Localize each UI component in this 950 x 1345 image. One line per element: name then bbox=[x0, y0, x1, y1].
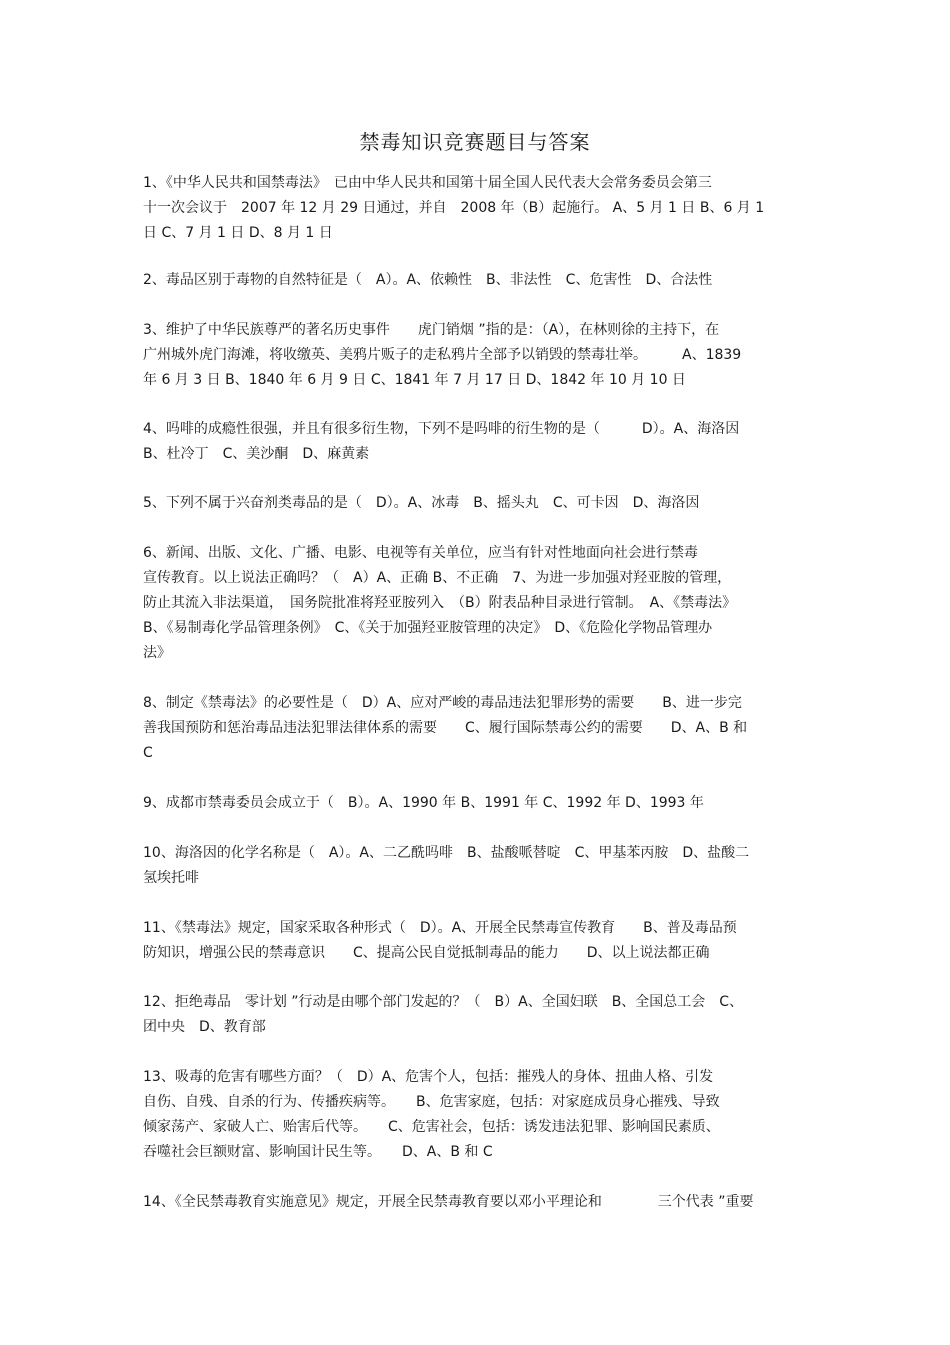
question-text-line: 防止其流入非法渠道， 国务院批准将羟亚胺列入 （B）附表品种目录进行管制。 A、《禁毒法》 bbox=[143, 595, 737, 611]
question-text-line: 10、海洛因的化学名称是（ A）。A、二乙酰吗啡 B、盐酸哌替啶 C、甲基苯丙胺 D、盐酸二 bbox=[143, 845, 750, 861]
question-text-line: 2、毒品区别于毒物的自然特征是（ A）。A、依赖性 B、非法性 C、危害性 D、合法性 bbox=[143, 272, 713, 288]
question-text-line: 13、吸毒的危害有哪些方面？（ D）A、危害个人，包括：摧残人的身体、扭曲人格、引发 bbox=[143, 1069, 714, 1085]
question-text-line: 9、成都市禁毒委员会成立于（ B）。A、1990 年 B、1991 年 C、1992 年 D、1993 年 bbox=[143, 795, 704, 811]
question-9 bbox=[143, 791, 808, 816]
question-text-line: C bbox=[143, 745, 153, 761]
question-text-line: 14、《全民禁毒教育实施意见》规定，开展全民禁毒教育要以邓小平理论和 三个代表 ”重要 bbox=[143, 1194, 754, 1210]
question-text-line: 自伤、自残、自杀的行为、传播疾病等。 B、危害家庭，包括：对家庭成员身心摧残、导致 bbox=[143, 1094, 720, 1110]
question-text-line: 1、《中华人民共和国禁毒法》 已由中华人民共和国第十届全国人民代表大会常务委员会第三 bbox=[143, 175, 712, 191]
question-text-line: 年 6 月 3 日 B、1840 年 6 月 9 日 C、1841 年 7 月 17 日 D、1842 年 10 月 10 日 bbox=[143, 372, 686, 388]
question-text-line: 6、新闻、出版、文化、广播、电影、电视等有关单位，应当有针对性地面向社会进行禁毒 bbox=[143, 545, 698, 561]
question-text-line: 防知识，增强公民的禁毒意识 C、提高公民自觉抵制毒品的能力 D、以上说法都正确 bbox=[143, 945, 710, 961]
question-11 bbox=[143, 916, 808, 966]
question-2 bbox=[143, 268, 808, 293]
question-text-line: 广州城外虎门海滩，将收缴英、美鸦片贩子的走私鸦片全部予以销毁的禁毒壮举。 A、1839 bbox=[143, 347, 742, 363]
question-3 bbox=[143, 318, 808, 393]
question-text-line: 日 C、7 月 1 日 D、8 月 1 日 bbox=[143, 225, 333, 241]
question-13 bbox=[143, 1065, 808, 1165]
question-1 bbox=[143, 171, 808, 246]
question-text-line: 宣传教育。以上说法正确吗？（ A）A、正确 B、不正确 7、为进一步加强对羟亚胺的管理， bbox=[143, 570, 732, 586]
question-text-line: 团中央 D、教育部 bbox=[143, 1019, 266, 1035]
question-text-line: B、杜冷丁 C、美沙酮 D、麻黄素 bbox=[143, 446, 370, 462]
question-14 bbox=[143, 1190, 808, 1215]
question-text-line: 12、拒绝毒品 零计划 ”行动是由哪个部门发起的？（ B）A、全国妇联 B、全国总工会 C、 bbox=[143, 994, 744, 1010]
question-text-line: 善我国预防和惩治毒品违法犯罪法律体系的需要 C、履行国际禁毒公约的需要 D、A、B 和 bbox=[143, 720, 748, 736]
question-12 bbox=[143, 990, 808, 1040]
question-text-line: 倾家荡产、家破人亡、贻害后代等。 C、危害社会，包括：诱发违法犯罪、影响国民素质、 bbox=[143, 1119, 720, 1135]
document-title: 禁毒知识竞赛题目与答案 bbox=[359, 130, 591, 154]
question-text-line: 十一次会议于 2007 年 12 月 29 日通过，并自 2008 年（B）起施行。 A、5 月 1 日 B、6 月 1 bbox=[143, 200, 765, 216]
question-10 bbox=[143, 841, 808, 891]
question-text-line: 吞噬社会巨额财富、影响国计民生等。 D、A、B 和 C bbox=[143, 1144, 493, 1160]
question-text-line: 11、《禁毒法》规定，国家采取各种形式（ D）。A、开展全民禁毒宣传教育 B、普及毒品预 bbox=[143, 920, 737, 936]
question-5 bbox=[143, 491, 808, 516]
question-text-line: 氢埃托啡 bbox=[143, 870, 199, 886]
question-text-line: 法》 bbox=[143, 645, 171, 661]
question-text-line: 4、吗啡的成瘾性很强，并且有很多衍生物，下列不是吗啡的衍生物的是（ D）。A、海洛因 bbox=[143, 421, 740, 437]
question-text-line: 8、制定《禁毒法》的必要性是（ D）A、应对严峻的毒品违法犯罪形势的需要 B、进一步完 bbox=[143, 695, 742, 711]
question-6-7 bbox=[143, 541, 808, 666]
question-text-line: 5、下列不属于兴奋剂类毒品的是（ D）。A、冰毒 B、摇头丸 C、可卡因 D、海洛因 bbox=[143, 495, 700, 511]
question-4 bbox=[143, 417, 808, 467]
question-text-line: B、《易制毒化学品管理条例》 C、《关于加强羟亚胺管理的决定》 D、《危险化学物品管理办 bbox=[143, 620, 713, 636]
question-text-line: 3、维护了中华民族尊严的著名历史事件 虎门销烟 ”指的是：（A），在林则徐的主持下，在 bbox=[143, 322, 720, 338]
question-8 bbox=[143, 691, 808, 766]
